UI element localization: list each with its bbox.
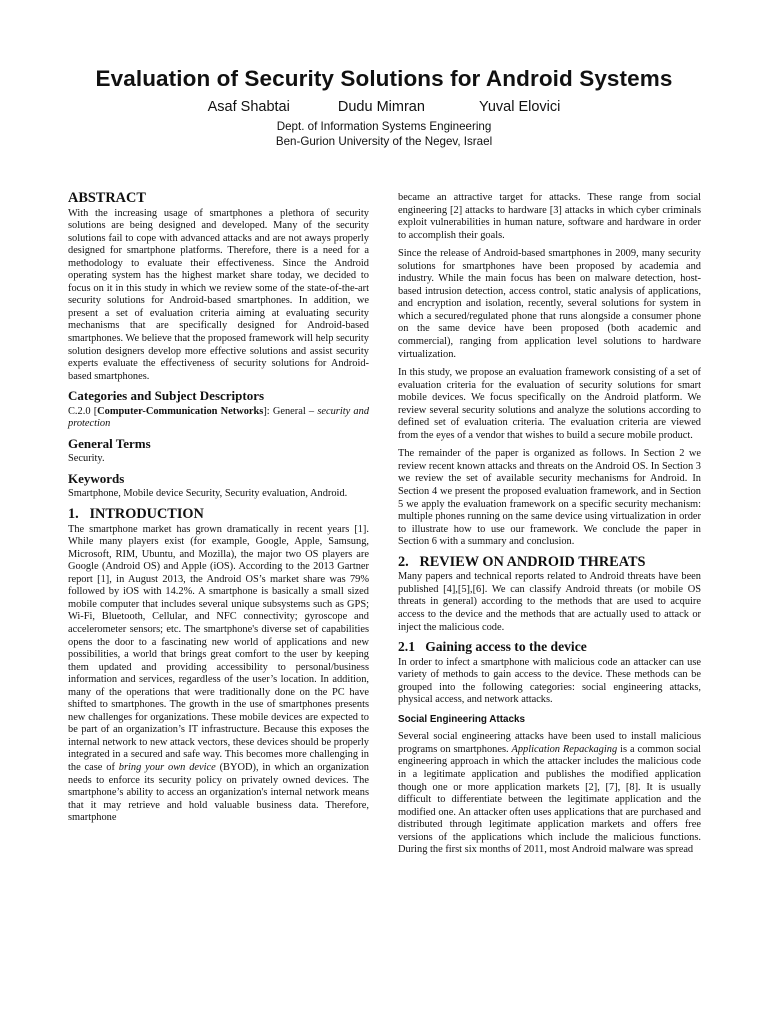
abstract-heading: ABSTRACT <box>68 190 146 206</box>
keywords-heading: Keywords <box>68 470 125 486</box>
intro-paragraph-4: The remainder of the paper is organized as follows. In Section 2 we review recent known attacks and threats on the Android OS. In Section 3 we review the set of available security mechanisms for Android. In Section 4 we present the proposed evaluation framework, and in Section 5 we apply the evaluation framework on a specific security mechanism: multiple phones running on the same device using virtualization in order to illustrate how to use our framework. We conclude the paper in Section 6 with a summary and conclusion. <box>398 448 701 548</box>
se-text-a: Several social engineering attacks have been used to install malicious programs on smartphones. <box>398 731 701 755</box>
section2-heading: 2. REVIEW ON ANDROID THREATS <box>398 553 646 570</box>
right-column <box>398 192 701 857</box>
intro-text-a: The smartphone market has grown dramatically in recent years [1]. While many players exist (for example, Google, Apple, Samsung, Microsoft, RIM, Ubuntu, and Mozilla), the major two OS players are Google (Android OS) and Apple (iOS). According to the 2013 Gartner report [1], in August 2013, the Android OS’s market share was 79% followed by iOS with 14.2%. A smartphone is basically a small sized mobile computer that includes several unique subsystems such as GPS; Wi-Fi, Bluetooth, Cellular, and NFC connectivity; gyroscope and accelerometer sensors; etc. The smartphone's diverse set of capabilities opens the door to a fascinating new world of applications and new possibilities, a world that brings great comfort to the user by keeping them updated and providing accessibility to personal/business information and services, regardless of the user’s location. In addition, many of the operations that were traditionally done on the PC have shifted to smartphones. The growth in the use of smartphones presents new challenges for organizations. These mobile devices are expected to be part of an organization’s IT infrastructure. Because this exposes the internal network to new attack vectors, these devices should be properly integrated in a secured and safe way. This becomes more challenging in the case of <box>68 523 369 773</box>
intro-continuation: became an attractive target for attacks. These range from social engineering [2] attacks to hardware [3] attacks in which cyber criminals exploit vulnerabilities in human nature, software and hardware in order to accomplish their goals. <box>398 192 701 241</box>
author-3: Yuval Elovici <box>478 99 561 115</box>
section2-1-heading: 2.1 Gaining access to the device <box>398 639 587 655</box>
keywords-text: Smartphone, Mobile device Security, Security evaluation, Android. <box>68 488 348 500</box>
general-terms-text: Security. <box>68 453 105 465</box>
abstract-text: With the increasing usage of smartphones a plethora of security solutions are being designed and developed. Many of the security solutions fail to cope with advanced attacks and are not aways properly designed for smartphone platforms. Therefore, there is a need for a methodology to evaluate their effectiveness. Since the Android operating system has the highest market share today, we decided to focus on it in this study in which we review some of the state-of-the-art security solutions for Android-based smartphones. In addition, we present a set of evaluation criteria aiming at evaluating security mechanisms that are specifically designed for Android-based smartphones. We believe that the proposed framework will help security solution designers develop more effective solutions and assist security experts evaluate the effectiveness of security solutions for Android-based smartphones. <box>68 207 369 382</box>
categories-bold: Computer-Communication Networks <box>97 405 264 417</box>
social-engineering-paragraph <box>398 731 701 856</box>
introduction-paragraph <box>68 524 369 825</box>
paper-title: Evaluation of Security Solutions for Android Systems <box>95 66 673 91</box>
author-1: Asaf Shabtai <box>207 99 290 115</box>
intro-paragraph-2: Since the release of Android-based smartphones in 2009, many security solutions for smartphones have been proposed by academia and industry. While the main focus has been on malware detection, host-based intrusion detection, access control, static analysis of applications, and encryption and isolation, recently, several solutions for system in which a secured/regulated phone that runs alongside a consumer phone on the same device have been proposed (both academic and commercial), ranging from application level solutions to hardware virtualization. <box>398 248 701 360</box>
intro-text-b: (BYOD), in which an organization needs to enforce its security policy on privately owned devices. The smartphone’s ability to access an organization's internal network means that it may retrieve and hold valuable business data. Therefore, smartphone <box>68 761 369 824</box>
affiliation-dept: Dept. of Information Systems Engineering <box>276 120 492 133</box>
intro-text-em: bring your own device <box>118 761 216 773</box>
se-text-b: is a common social engineering approach in which the attacker includes the malicious code in a legitimate application and publishes the modified application though one or more application markets [2], [7], [8]. It is usually difficult to differentiate between the legitimate application and the modified one. An attacker often uses applications that are purchased and distributed through legitimate application markets and offers free versions of the applications which include the malicious functions. During the first six months of 2011, most Android malware was spread <box>398 743 701 856</box>
section2-paragraph: Many papers and technical reports related to Android threats have been published [4],[5],[6]. We can classify Android threats (or mobile OS threats in general) according to the methods that are used to acquire access to the device and the methods that are actually used to attack or inject the malicious code. <box>398 571 701 633</box>
author-list <box>0 99 768 115</box>
social-engineering-heading: Social Engineering Attacks <box>398 713 525 725</box>
author-2: Dudu Mimran <box>337 99 425 115</box>
introduction-heading: 1. INTRODUCTION <box>68 506 204 523</box>
categories-heading: Categories and Subject Descriptors <box>68 388 265 404</box>
general-terms-heading: General Terms <box>68 435 151 451</box>
section2-1-paragraph: In order to infect a smartphone with malicious code an attacker can use variety of methods to gain access to the device. These methods can be grouped into the following categories: social engineering attacks, physical access, and network attacks. <box>398 656 701 706</box>
affiliation-university: Ben-Gurion University of the Negev, Israel <box>275 135 493 148</box>
categories-rest: ]: General – <box>263 405 315 417</box>
left-column <box>68 192 369 825</box>
categories-text <box>68 406 369 431</box>
se-text-em: Application Repackaging <box>511 743 618 755</box>
intro-paragraph-3: In this study, we propose an evaluation framework consisting of a set of evaluation criteria for the evaluation of security solutions for smart mobile devices. We focus specifically on the Android platform. We review several security solutions and analyze the solutions according to defined set of evaluation criteria. The evaluation criteria are viewed from the eyes of a vendor that wishes to build a secure mobile product. <box>398 367 701 441</box>
categories-code: C.2.0 [ <box>68 405 98 417</box>
categories-italic: security and protection <box>68 405 370 430</box>
